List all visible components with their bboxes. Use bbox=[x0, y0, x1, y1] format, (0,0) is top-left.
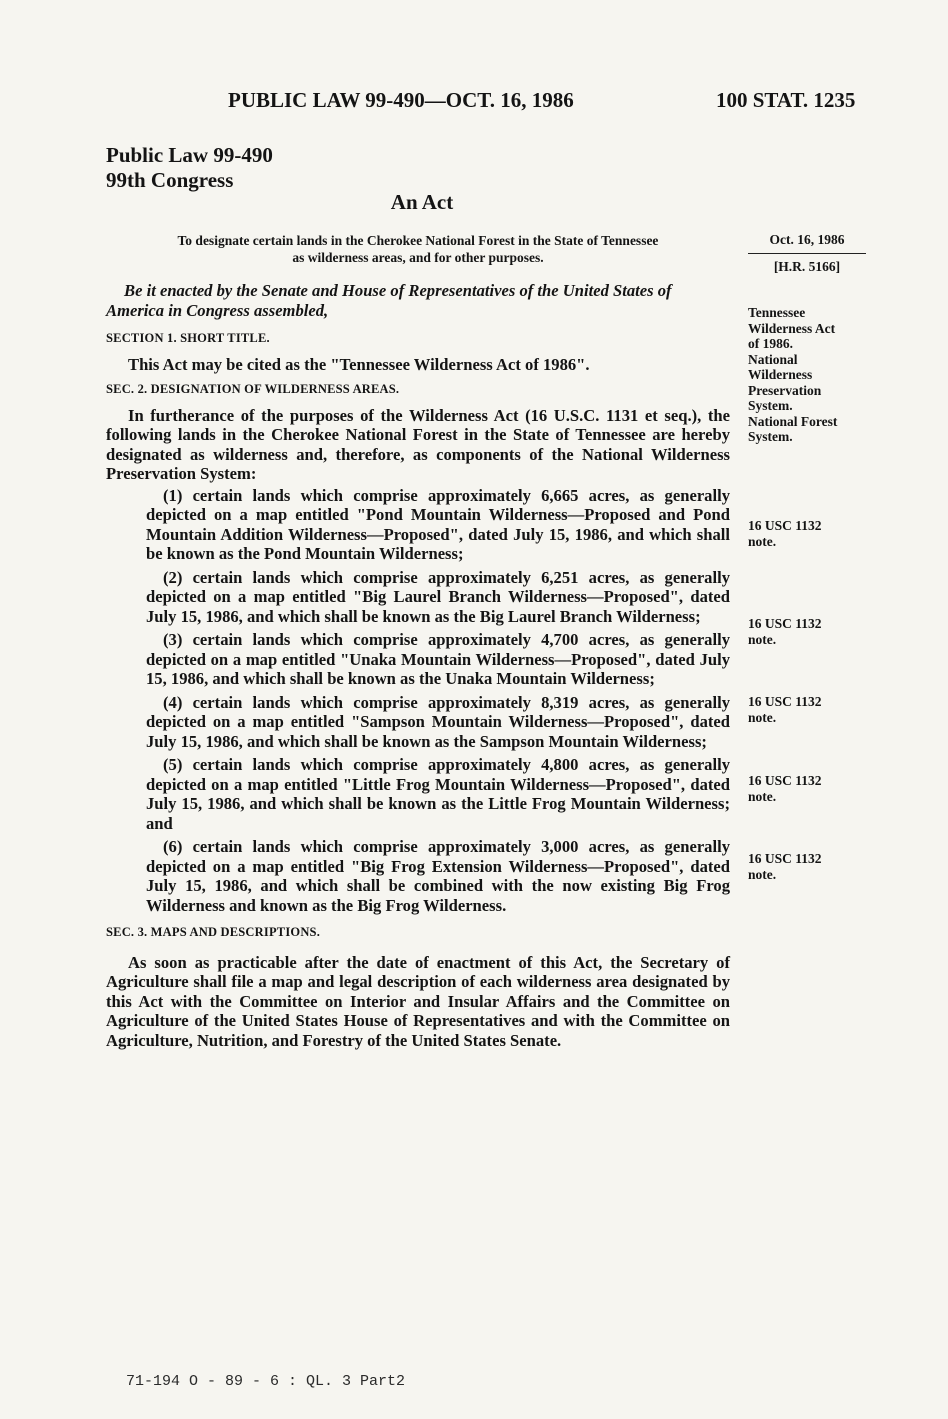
usc-citation: 16 USC 1132 bbox=[748, 616, 822, 631]
usc-note-2 bbox=[748, 616, 878, 647]
margin-topic: Tennessee bbox=[748, 305, 806, 320]
usc-citation: 16 USC 1132 bbox=[748, 851, 822, 866]
usc-note-3 bbox=[748, 694, 878, 725]
purpose-line: as wilderness areas, and for other purposes. bbox=[292, 250, 544, 265]
designation-text: (6) certain lands which comprise approximately 3,000 acres, as generally depicted on a map entitled "Big Frog Extension Wilderness—Proposed", dated July 15, 1986, and which shall be combined with the now existing Big Frog Wilderness and known as the Big Frog Wilderness. bbox=[146, 837, 730, 915]
designation-text: (1) certain lands which comprise approximately 6,665 acres, as generally depicted on a map entitled "Pond Mountain Wilderness—Proposed and Pond Mountain Addition Wilderness—Proposed", dated July 15, 1986, and which shall be known as the Pond Mountain Wilderness; bbox=[146, 485, 730, 563]
usc-note-word: note. bbox=[748, 866, 777, 882]
usc-note-4 bbox=[748, 773, 878, 804]
designation-item-1 bbox=[106, 486, 730, 564]
section-2-intro: In furtherance of the purposes of the Wilderness Act (16 U.S.C. 1131 et seq.), the following lands in the Cherokee National Forest in the State of Tennessee are hereby designated as wilderness and, therefore, as components of the National Wilderness Preservation System: bbox=[106, 405, 730, 483]
date-box bbox=[748, 230, 866, 277]
designation-text: (4) certain lands which comprise approximately 8,319 acres, as generally depicted on a map entitled "Sampson Mountain Wilderness—Proposed", dated July 15, 1986, and which shall be known as the Sampson Mountain Wilderness; bbox=[146, 692, 730, 751]
running-head-stat: 100 STAT. 1235 bbox=[716, 88, 856, 112]
usc-note-5 bbox=[748, 851, 878, 882]
usc-citation: 16 USC 1132 bbox=[748, 694, 822, 709]
designation-item-4 bbox=[106, 693, 730, 752]
margin-topic: of 1986. bbox=[748, 336, 793, 351]
usc-citation: 16 USC 1132 bbox=[748, 773, 822, 788]
margin-topic: National Forest bbox=[748, 413, 838, 429]
bill-number: [H.R. 5166] bbox=[773, 259, 841, 274]
margin-topic: Wilderness bbox=[748, 367, 813, 382]
section-3-text: As soon as practicable after the date of enactment of this Act, the Secretary of Agriculture shall file a map and legal description of each wilderness area designated by this Act with the Committee on Interior and Insular Affairs and the Committee on Agriculture of the United States House of Representatives and with the Committee on Agriculture, Nutrition, and Forestry of the United States Senate. bbox=[106, 952, 730, 1050]
usc-note-word: note. bbox=[748, 533, 777, 549]
congress-number: 99th Congress bbox=[106, 168, 234, 192]
law-number: Public Law 99-490 bbox=[106, 143, 273, 167]
margin-topic: National bbox=[748, 351, 798, 367]
usc-citation: 16 USC 1132 bbox=[748, 518, 822, 533]
act-body bbox=[106, 281, 730, 1050]
print-job-footer: 71-194 O - 89 - 6 : QL. 3 Part2 bbox=[126, 1373, 406, 1390]
margin-topic: System. bbox=[748, 398, 793, 413]
usc-note-word: note. bbox=[748, 631, 777, 647]
designation-item-6 bbox=[106, 837, 730, 915]
margin-topic: System. bbox=[748, 429, 793, 444]
enactment-date: Oct. 16, 1986 bbox=[748, 230, 866, 254]
section-3-heading: SEC. 3. MAPS AND DESCRIPTIONS. bbox=[106, 925, 321, 939]
section-2-heading: SEC. 2. DESIGNATION OF WILDERNESS AREAS. bbox=[106, 382, 400, 396]
running-head-title: PUBLIC LAW 99-490—OCT. 16, 1986 bbox=[228, 88, 574, 112]
section-1-text: This Act may be cited as the "Tennessee Wilderness Act of 1986". bbox=[128, 354, 590, 374]
usc-note-1 bbox=[748, 518, 878, 549]
act-title-row bbox=[0, 190, 948, 215]
purpose-line: To designate certain lands in the Cherokee National Forest in the State of Tennessee bbox=[177, 233, 659, 248]
margin-topics bbox=[748, 305, 878, 445]
section-1-heading: SECTION 1. SHORT TITLE. bbox=[106, 331, 270, 345]
act-title: An Act bbox=[390, 190, 454, 214]
designation-item-3 bbox=[106, 630, 730, 689]
law-identifier bbox=[106, 143, 273, 193]
margin-topic: Preservation bbox=[748, 382, 822, 398]
designation-item-5 bbox=[106, 755, 730, 833]
designation-text: (2) certain lands which comprise approximately 6,251 acres, as generally depicted on a map entitled "Big Laurel Branch Wilderness—Proposed", dated July 15, 1986, and which shall be known as the Big Laurel Branch Wilderness; bbox=[146, 567, 730, 626]
designation-text: (3) certain lands which comprise approximately 4,700 acres, as generally depicted on a map entitled "Unaka Mountain Wilderness—Proposed", dated July 15, 1986, and which shall be known as the Unaka Mountain Wilderness; bbox=[146, 630, 730, 688]
usc-note-word: note. bbox=[748, 788, 777, 804]
designation-item-2 bbox=[106, 568, 730, 627]
enacting-clause: Be it enacted by the Senate and House of Representatives of the United States of America in Congress assembled, bbox=[106, 281, 672, 320]
designation-text: (5) certain lands which comprise approximately 4,800 acres, as generally depicted on a map entitled "Little Frog Mountain Wilderness—Proposed", dated July 15, 1986, and which shall be known as the Little Frog Mountain Wilderness; and bbox=[146, 755, 730, 833]
usc-note-word: note. bbox=[748, 709, 777, 725]
margin-topic: Wilderness Act bbox=[748, 320, 836, 336]
purpose-clause bbox=[106, 232, 730, 266]
